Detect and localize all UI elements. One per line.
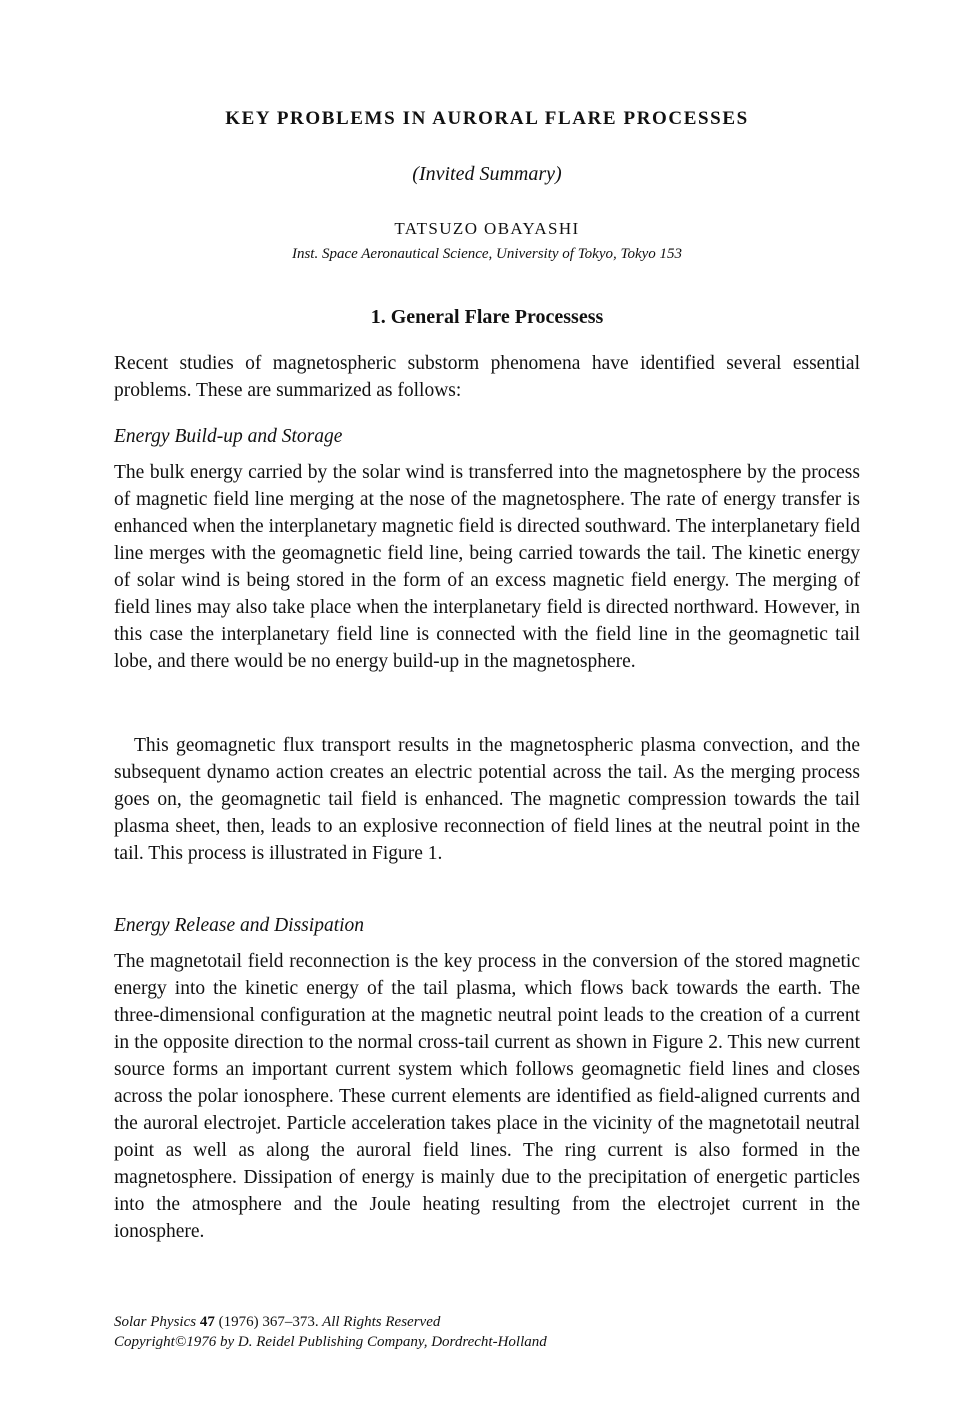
author-affiliation: Inst. Space Aeronautical Science, University of Tokyo, Tokyo 153	[291, 246, 683, 262]
page-footer	[114, 1312, 860, 1352]
journal-volume: 47	[199, 1314, 215, 1330]
author-name: TATSUZO OBAYASHI	[394, 219, 580, 238]
journal-pages: (1976) 367–373.	[218, 1314, 319, 1330]
copyright-line: Copyright©1976 by D. Reidel Publishing Company, Dordrecht-Holland	[114, 1334, 547, 1350]
subsection-heading-energy-release: Energy Release and Dissipation	[114, 915, 365, 936]
paragraph-energy-release-1: The magnetotail field reconnection is the key process in the conversion of the stored magnetic energy into the kinetic energy of the tail plasma, which flows back towards the earth. The three-dimensional configuration at the magnetic neutral point leads to the creation of a current in the opposite direction to the normal cross-tail current as shown in Figure 2. This new current source forms an important current system which follows geomagnetic field lines and closes across the polar ionosphere. These current elements are identified as field-aligned currents and the auroral electrojet. Particle acceleration takes place in the vicinity of the magnetotail neutral point as well as along the auroral field lines. The ring current is also formed in the magnetosphere. Dissipation of energy is mainly due to the precipitation of energetic particles into the atmosphere and the Joule heating resulting from the electrojet current in the ionosphere.	[114, 951, 860, 1242]
paper-subtitle: (Invited Summary)	[412, 163, 562, 185]
subsection-heading-energy-buildup: Energy Build-up and Storage	[114, 426, 343, 447]
paper-title: KEY PROBLEMS IN AURORAL FLARE PROCESSES	[225, 108, 749, 129]
journal-name: Solar Physics	[114, 1314, 197, 1330]
section-heading: 1. General Flare Processess	[370, 306, 604, 328]
paragraph-energy-buildup-1: The bulk energy carried by the solar wind is transferred into the magnetosphere by the process of magnetic field line merging at the nose of the magnetosphere. The rate of energy transfer is enhanced when the interplanetary magnetic field is directed southward. The interplanetary field line merges with the geomagnetic field line, being carried towards the tail. The kinetic energy of solar wind is being stored in the form of an excess magnetic field energy. The merging of field lines may also take place when the interplanetary field is directed northward. However, in this case the interplanetary field line is connected with the field line in the geomagnetic tail lobe, and there would be no energy build-up in the magnetosphere.	[114, 462, 860, 672]
citation-line	[114, 1312, 860, 1332]
paragraph-energy-buildup-2: This geomagnetic flux transport results in the magnetospheric plasma convection, and the subsequent dynamo action creates an electric potential across the tail. As the merging process goes on, the geomagnetic tail field is enhanced. The magnetic compression towards the tail plasma sheet, then, leads to an explosive reconnection of field lines at the neutral point in the tail. This process is illustrated in Figure 1.	[114, 735, 860, 864]
rights-notice: All Rights Reserved	[322, 1314, 441, 1330]
intro-paragraph: Recent studies of magnetospheric substorm phenomena have identified several essential problems. These are summarized as follows:	[114, 353, 860, 401]
